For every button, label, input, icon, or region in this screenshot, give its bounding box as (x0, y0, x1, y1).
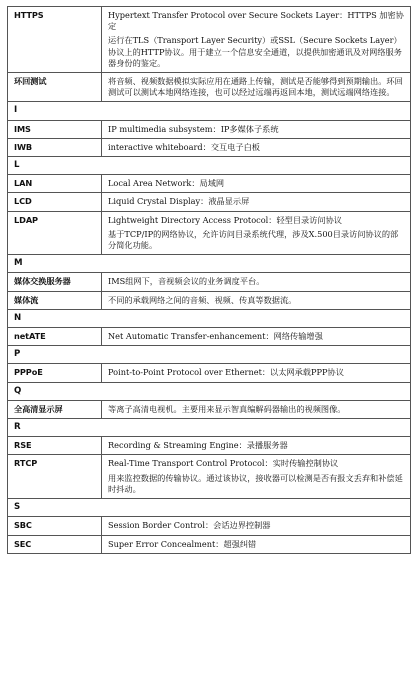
definition-paragraph: Hypertext Transfer Protocol over Secure Sockets Layer：HTTPS 加密协定 (108, 10, 404, 32)
definition-paragraph: IP multimedia subsystem：IP多媒体子系统 (108, 123, 279, 134)
section-letter-row (8, 382, 411, 400)
glossary-term: LCD (8, 193, 102, 211)
definition-paragraph: Real-Time Transport Control Protocol：实时传输控制协议 (108, 458, 339, 469)
definition-paragraph: Net Automatic Transfer-enhancement：网络传输增强 (108, 331, 323, 342)
glossary-definition (102, 120, 411, 138)
section-letter: M (8, 255, 411, 273)
section-letter-row (8, 346, 411, 364)
definition-paragraph: Liquid Crystal Display：液晶显示屏 (108, 196, 250, 207)
glossary-entry-row (8, 7, 411, 73)
definition-paragraph: IMS组网下，音视频会议的业务调度平台。 (108, 276, 265, 287)
section-letter: L (8, 157, 411, 175)
definition-paragraph: Super Error Concealment：超强纠错 (108, 538, 257, 549)
glossary-entry-row (8, 138, 411, 156)
glossary-term: PPPoE (8, 364, 102, 382)
glossary-term: LAN (8, 175, 102, 193)
definition-paragraph: Point-to-Point Protocol over Ethernet：以太网承载PPP协议 (108, 367, 344, 378)
glossary-definition (102, 517, 411, 535)
section-letter: S (8, 499, 411, 517)
definition-paragraph: interactive whiteboard：交互电子白板 (108, 141, 260, 152)
glossary-definition (102, 175, 411, 193)
glossary-term: RTCP (8, 455, 102, 499)
definition-paragraph: 运行在TLS（Transport Layer Security）或SSL（Secure Sockets Layer）协议上的HTTP协议。用于建立一个信息安全通道，以提供加密通讯及对网络服务器身份的鉴定。 (108, 35, 402, 68)
definition-paragraph: Session Border Control：会话边界控制器 (108, 520, 271, 531)
definition-paragraph: Local Area Network：局域网 (108, 178, 225, 189)
section-letter-row (8, 499, 411, 517)
glossary-definition (102, 73, 411, 102)
glossary-term: HTTPS (8, 7, 102, 73)
definition-paragraph: 基于TCP/IP的网络协议，允许访问目录系统代理，涉及X.500目录访问协议的部分简化功能。 (108, 228, 399, 251)
glossary-definition (102, 138, 411, 156)
glossary-body (8, 7, 411, 554)
glossary-entry-row (8, 193, 411, 211)
glossary-definition (102, 291, 411, 309)
glossary-entry-row (8, 437, 411, 455)
definition-paragraph: 等离子高清电视机。主要用来显示智真编解码器输出的视频图像。 (108, 403, 346, 414)
definition-paragraph: 不同的承载网络之间的音频、视频、传真等数据流。 (108, 294, 297, 305)
section-letter: R (8, 419, 411, 437)
glossary-entry-row (8, 73, 411, 102)
glossary-entry-row (8, 291, 411, 309)
section-letter: I (8, 102, 411, 120)
glossary-term: 全高清显示屏 (8, 400, 102, 418)
glossary-term: 媒体交换服务器 (8, 273, 102, 291)
glossary-definition (102, 7, 411, 73)
glossary-definition (102, 535, 411, 553)
glossary-entry-row (8, 400, 411, 418)
section-letter-row (8, 419, 411, 437)
glossary-definition (102, 193, 411, 211)
definition-paragraph: Recording & Streaming Engine：录播服务器 (108, 440, 288, 451)
glossary-term: SEC (8, 535, 102, 553)
glossary-table (7, 6, 411, 554)
section-letter: P (8, 346, 411, 364)
section-letter: N (8, 309, 411, 327)
glossary-entry-row (8, 328, 411, 346)
glossary-entry-row (8, 535, 411, 553)
definition-paragraph: 将音频、视频数据模拟实际应用在通路上传输，测试是否能够得到预期输出。环回测试可以测试本地网络连接，也可以经过远端再返回本地，测试远端网络连接。 (108, 76, 403, 98)
glossary-entry-row (8, 364, 411, 382)
glossary-term: LDAP (8, 211, 102, 255)
glossary-entry-row (8, 211, 411, 255)
glossary-entry-row (8, 455, 411, 499)
glossary-definition (102, 273, 411, 291)
glossary-definition (102, 211, 411, 255)
glossary-term: 媒体流 (8, 291, 102, 309)
glossary-definition (102, 400, 411, 418)
glossary-entry-row (8, 273, 411, 291)
glossary-definition (102, 328, 411, 346)
section-letter-row (8, 102, 411, 120)
glossary-definition (102, 455, 411, 499)
glossary-term: IWB (8, 138, 102, 156)
glossary-definition (102, 437, 411, 455)
glossary-term: IMS (8, 120, 102, 138)
glossary-entry-row (8, 120, 411, 138)
glossary-term: RSE (8, 437, 102, 455)
definition-paragraph: Lightweight Directory Access Protocol：轻型目录访问协议 (108, 214, 342, 225)
glossary-entry-row (8, 175, 411, 193)
glossary-term: SBC (8, 517, 102, 535)
section-letter: Q (8, 382, 411, 400)
glossary-term: 环回测试 (8, 73, 102, 102)
section-letter-row (8, 309, 411, 327)
definition-paragraph: 用来监控数据的传输协议。通过该协议，接收器可以检测是否有报文丢弃和补偿延时抖动。 (108, 472, 403, 494)
glossary-term: netATE (8, 328, 102, 346)
glossary-definition (102, 364, 411, 382)
section-letter-row (8, 255, 411, 273)
glossary-entry-row (8, 517, 411, 535)
section-letter-row (8, 157, 411, 175)
